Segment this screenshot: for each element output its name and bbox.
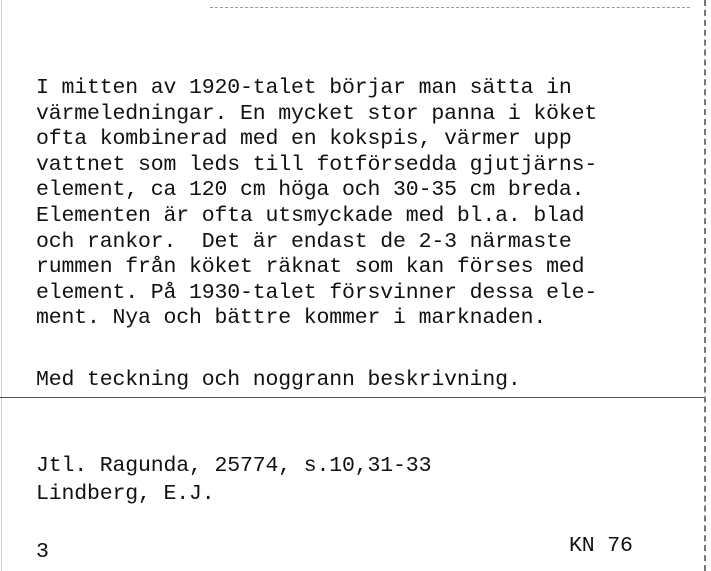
section-divider xyxy=(0,397,704,398)
top-edge-line xyxy=(210,7,690,8)
card-code: KN 76 xyxy=(569,534,633,558)
body-line: vattnet som leds till fotförsedda gjutjärns- xyxy=(36,152,598,177)
right-edge-line xyxy=(704,0,706,571)
body-line: I mitten av 1920-talet börjar man sätta in xyxy=(36,76,572,100)
reference-block xyxy=(36,452,431,508)
body-line: element, ca 120 cm höga och 30-35 cm breda. xyxy=(36,178,585,203)
card-body-text xyxy=(36,76,597,332)
body-line: och rankor. Det är endast de 2-3 närmaste xyxy=(36,229,572,254)
reference-line: Jtl. Ragunda, 25774, s.10,31-33 xyxy=(36,454,432,478)
reference-line: Lindberg, E.J. xyxy=(36,482,215,506)
page-number: 3 xyxy=(36,540,49,564)
body-line: värmeledningar. En mycket stor panna i köket xyxy=(36,101,598,126)
body-line: Elementen är ofta utsmyckade med bl.a. blad xyxy=(36,203,585,228)
body-line: element. På 1930-talet försvinner dessa ele- xyxy=(36,280,598,305)
left-edge-line xyxy=(1,0,2,571)
drawing-note: Med teckning och noggrann beskrivning. xyxy=(36,368,521,392)
body-line: ofta kombinerad med en kokspis, värmer upp xyxy=(36,127,572,152)
body-line: ment. Nya och bättre kommer i marknaden. xyxy=(36,306,547,331)
body-line: rummen från köket räknat som kan förses med xyxy=(36,255,585,280)
